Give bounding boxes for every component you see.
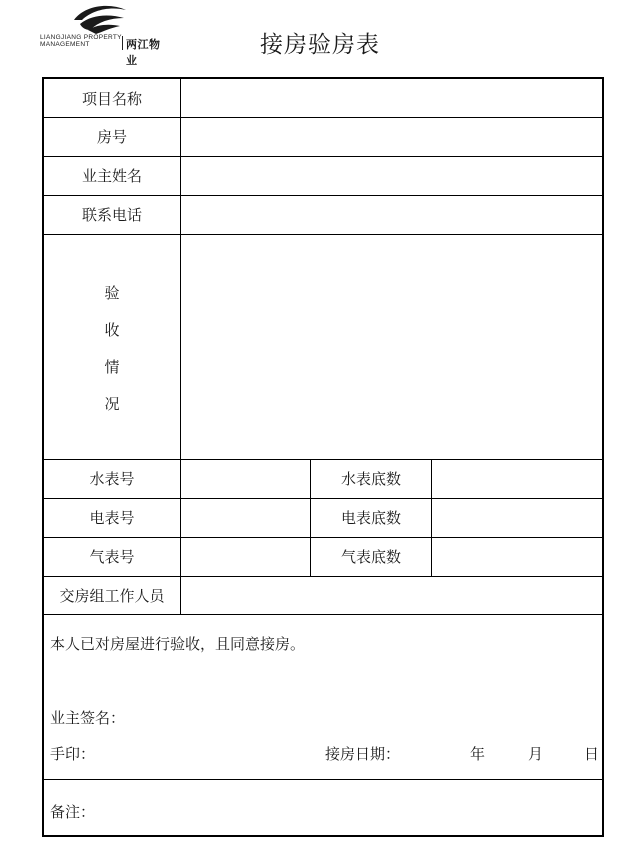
gas-meter-label: 气表号: [89, 548, 135, 566]
phone-field[interactable]: [181, 195, 604, 234]
owner-name-label: 业主姓名: [81, 167, 142, 185]
gas-meter-field[interactable]: [181, 537, 310, 576]
remarks-label: 备注：: [50, 803, 96, 821]
logo-chinese-text: 两江物业: [126, 38, 161, 67]
owner-signature-field[interactable]: [130, 703, 330, 729]
logo-en-line1: LIANGJIANG PROPERTY: [40, 34, 122, 41]
project-name-label: 项目名称: [81, 89, 142, 108]
electric-meter-label: 电表号: [89, 509, 135, 527]
year-label: 年: [470, 745, 486, 763]
remarks-field[interactable]: [104, 783, 602, 835]
project-name-field[interactable]: [181, 79, 604, 117]
water-reading-field[interactable]: [432, 459, 604, 498]
water-meter-field[interactable]: [181, 459, 310, 498]
electric-reading-field[interactable]: [432, 498, 604, 537]
inspection-label-char: 收: [104, 321, 120, 339]
row-divider: [44, 779, 602, 780]
water-meter-label: 水表号: [89, 470, 135, 488]
inspection-field[interactable]: [181, 234, 604, 459]
month-label: 月: [528, 745, 544, 763]
inspection-form: [42, 77, 604, 837]
gas-reading-field[interactable]: [432, 537, 604, 576]
electric-meter-field[interactable]: [181, 498, 310, 537]
inspection-label-char: 况: [104, 395, 120, 413]
staff-field[interactable]: [181, 576, 604, 614]
room-number-field[interactable]: [181, 117, 604, 156]
phone-label: 联系电话: [81, 206, 142, 224]
water-reading-label: 水表底数: [340, 470, 401, 488]
inspection-label-char: 验: [104, 284, 120, 302]
declaration-text: 本人已对房屋进行验收，且同意接房。: [50, 635, 306, 653]
fingerprint-label: 手印：: [50, 745, 96, 763]
owner-signature-label: 业主签名：: [50, 709, 126, 727]
inspection-label-char: 情: [104, 358, 120, 376]
page-title: 接房验房表: [260, 32, 380, 58]
staff-label: 交房组工作人员: [59, 586, 165, 605]
day-label: 日: [584, 745, 600, 763]
gas-reading-label: 气表底数: [340, 548, 401, 566]
electric-reading-label: 电表底数: [340, 509, 401, 527]
owner-name-field[interactable]: [181, 156, 604, 195]
receive-date-label: 接房日期：: [325, 745, 401, 763]
row-divider: [44, 614, 602, 615]
logo-en-line2: MANAGEMENT: [40, 41, 90, 48]
room-number-label: 房号: [96, 128, 127, 146]
